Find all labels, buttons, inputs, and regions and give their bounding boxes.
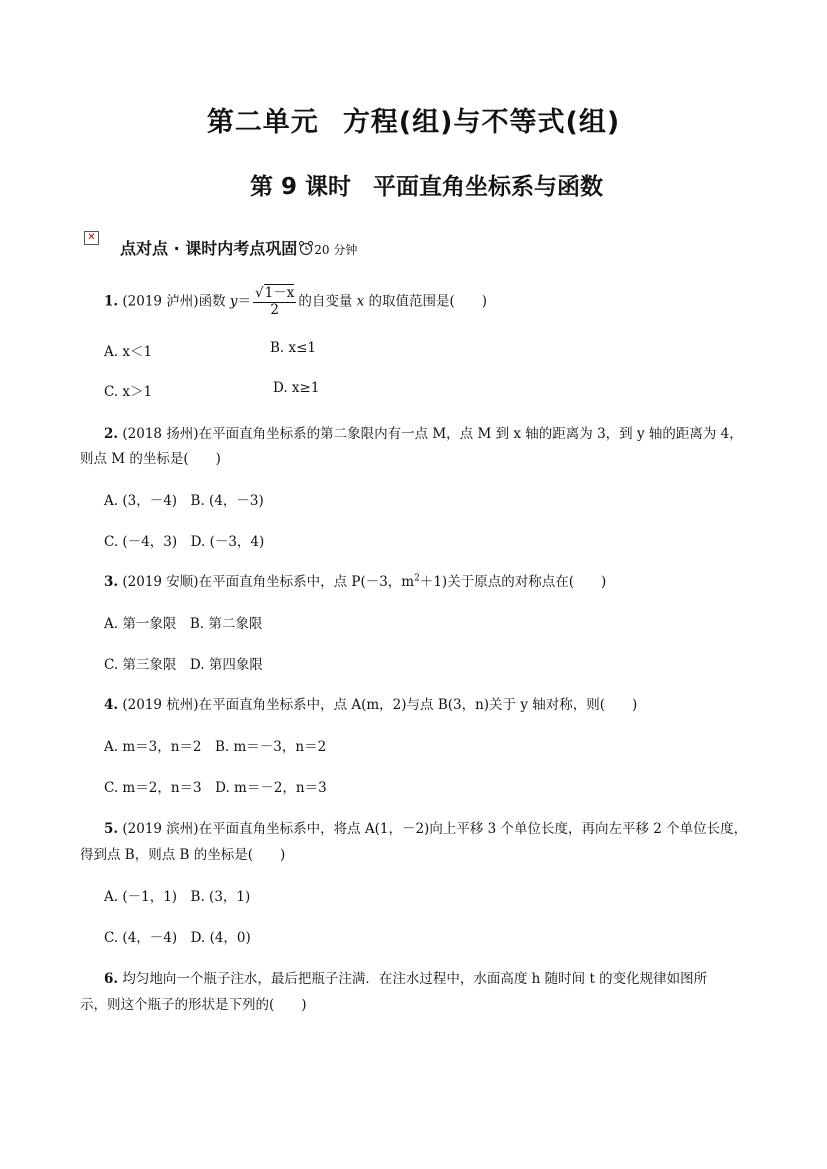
question-3: [104, 570, 606, 590]
question-text: 均匀地向一个瓶子注水，最后把瓶子注满．在注水过程中，水面高度 h 随时间 t 的变化规律如图所: [118, 971, 708, 987]
question-number: 4.: [104, 697, 119, 713]
options-row: A. (－1，1) B. (3，1): [104, 889, 251, 905]
question-1: [104, 286, 487, 318]
unit-title: [0, 100, 827, 139]
unit-topic: 方程(组)与不等式(组): [342, 107, 621, 138]
question-number: 5.: [104, 821, 119, 837]
options-row: C. (4，－4) D. (4，0): [104, 930, 251, 946]
options-row: C. (－4，3) D. (－3，4): [104, 534, 265, 550]
question-text: (2019 杭州)在平面直角坐标系中，点 A(m，2)与点 B(3，n)关于 y 轴对称，则( ): [118, 697, 638, 713]
question-text: 函数: [198, 293, 230, 310]
question-number: 3.: [104, 574, 119, 590]
options-row: A. 第一象限 B. 第二象限: [104, 616, 263, 632]
question-number: 2.: [104, 426, 119, 442]
question-source: (2019 泸州): [122, 293, 199, 310]
question-5-line-2: 得到点 B，则点 B 的坐标是( ): [80, 847, 286, 863]
alarm-clock-icon: [298, 240, 314, 260]
question-2-line-2: 则点 M 的坐标是( ): [80, 451, 221, 467]
question-5: [104, 817, 747, 837]
unit-label: 第二单元: [206, 107, 319, 138]
question-number: 1.: [104, 293, 119, 310]
fraction-numerator: 1－x: [264, 285, 295, 301]
option-c: C. x＞1: [104, 384, 153, 400]
equals-sign: ＝: [237, 293, 252, 310]
question-number: 6.: [104, 971, 119, 987]
section-title: 点对点 · 课时内考点巩固: [120, 239, 298, 258]
variable-x: x: [356, 293, 365, 310]
time-limit: 20 分钟: [314, 243, 358, 257]
lesson-label: 第 9 课时: [250, 174, 352, 200]
question-2: [104, 422, 743, 442]
option-a: A. x＜1: [104, 344, 153, 360]
options-row: A. m＝3，n＝2 B. m＝－3，n＝2: [104, 739, 327, 755]
question-4: [104, 693, 637, 713]
question-text: ＋1)关于原点的对称点在( ): [419, 574, 607, 590]
superscript: 2: [414, 573, 420, 584]
question-text: (2018 扬州)在平面直角坐标系的第二象限内有一点 M，点 M 到 x 轴的距离为 3，到 y 轴的距离为 4，: [118, 426, 743, 442]
options-row: C. m＝2，n＝3 D. m＝－2，n＝3: [104, 780, 327, 796]
variable-y: y: [229, 293, 238, 310]
fraction-denominator: 2: [270, 301, 279, 318]
option-d: D. x≥1: [273, 380, 320, 396]
broken-image-icon: ✕: [84, 231, 99, 245]
option-b: B. x≤1: [270, 340, 317, 356]
lesson-title: [250, 168, 603, 201]
question-6: [104, 967, 707, 987]
question-text: 的自变量: [298, 293, 357, 310]
question-text: (2019 安顺)在平面直角坐标系中，点 P(－3，m: [118, 574, 415, 590]
question-text: (2019 滨州)在平面直角坐标系中，将点 A(1，－2)向上平移 3 个单位长度，再向左平移 2 个单位长度，: [118, 821, 748, 837]
lesson-topic: 平面直角坐标系与函数: [373, 174, 604, 200]
question-6-line-2: 示，则这个瓶子的形状是下列的( ): [80, 997, 307, 1013]
options-row: C. 第三象限 D. 第四象限: [104, 657, 263, 673]
question-text: 的取值范围是( ): [364, 293, 488, 310]
options-row: A. (3，－4) B. (4，－3): [104, 493, 264, 509]
fraction: $\frac{√1-x}{2}$: [255, 285, 295, 318]
section-header: [120, 236, 357, 260]
